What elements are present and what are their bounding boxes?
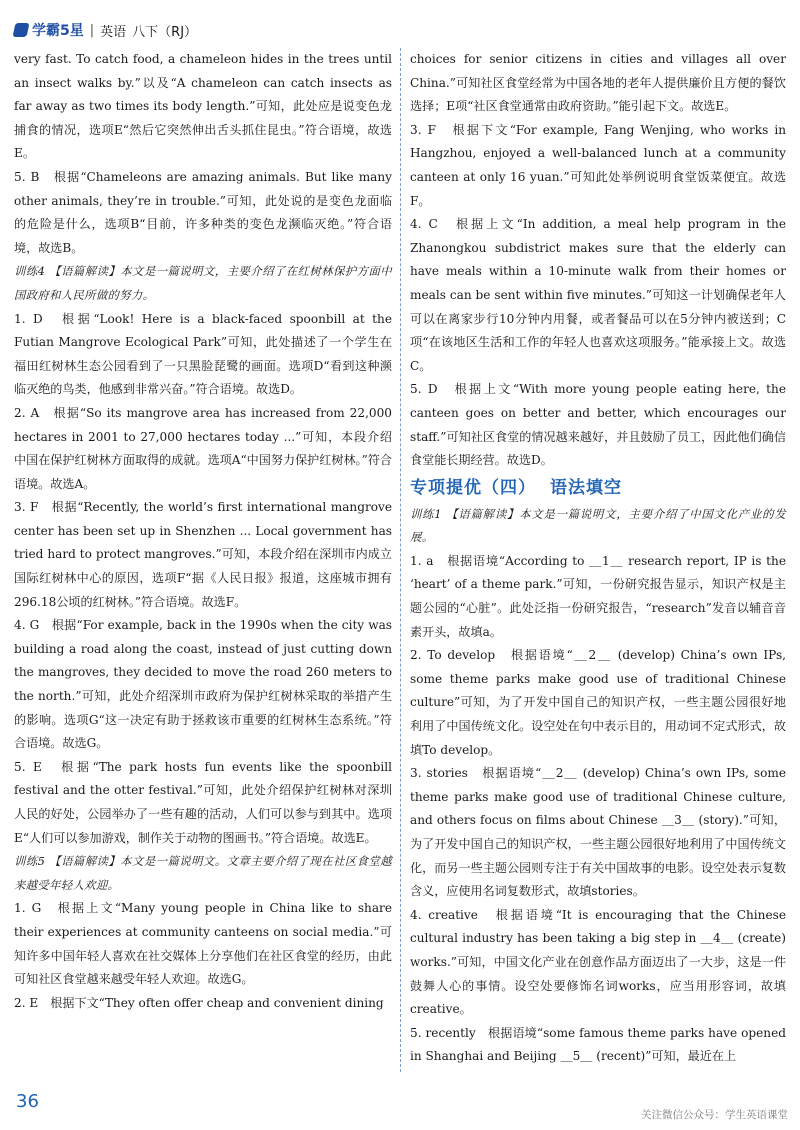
brand-name: 学霸5星	[32, 23, 84, 39]
answer-explanation: 4. G 根据“For example, back in the 1990s when the city was building a road along the coast, instead of just cutting down the mangroves, they decided to move the road 260 meters to the north.”可知，此处介绍深圳市政府为保护红树林采取的举措产生的影响。选项G“这一决定有助于拯救该市重要的红树林生态系统。”符合语境。故选G。	[14, 618, 392, 751]
answer-explanation: 2. A 根据“So its mangrove area has increased from 22,000 hectares in 2001 to 27,000 hectares today ...”可知，本段介绍中国在保护红树林方面取得的成就。选项A“中国努力保护红树林。”符合语境。故选A。	[14, 405, 392, 491]
brand-logo	[14, 20, 84, 40]
answer-explanation: 4. creative 根据语境“It is encouraging that the Chinese cultural industry has been taking a big step in ＿4＿ (create) works.”可知，中国文化产业在创意作品方面迈出了一大步，这是一件鼓舞人心的事情。设空处要修饰名词works，应当用形容词，故填creative。	[410, 907, 786, 1017]
section-title-main: 专项提优（四）	[410, 477, 536, 498]
left-column	[14, 48, 392, 1072]
brand-icon	[13, 23, 30, 37]
answer-explanation: 5. B 根据“Chameleons are amazing animals. But like many other animals, they’re in trouble.”可知，此处说的是变色龙面临的危险是什么，选项B“目前，许多种类的变色龙濒临灭绝。”符合语境，故选B。	[14, 169, 392, 255]
section-title-sub: 语法填空	[550, 477, 622, 498]
answer-explanation: 5. recently 根据语境“some famous theme parks have opened in Shanghai and Beijing ＿5＿ (recent)”可知，最近在上	[410, 1025, 786, 1064]
right-column	[410, 48, 786, 1072]
answer-explanation: 2. To develop 根据语境“＿2＿ (develop) China’s own IPs, some theme parks make good use of traditional Chinese culture”可知，为了开发中国自己的知识产权，一些主题公园很好地利用了中国传统文化。设空处在句中表示目的，用动词不定式形式，故填To develop。	[410, 648, 786, 757]
subject-label: 英语	[100, 24, 127, 40]
answer-explanation: 1. a 根据语境“According to ＿1＿ research report, IP is the ‘heart’ of a theme park.”可知，一份研究报告显示，知识产权是主题公园的“心脏”。此处泛指一份研究报告，“research”发音以辅音音素开头，故填a。	[410, 553, 786, 639]
answer-explanation: choices for senior citizens in cities and villages all over China.”可知社区食堂经常为中国各地的老年人提供廉价且方便的餐饮选择；E项“社区食堂通常由政府资助。”能引起下文。故选E。	[410, 52, 786, 114]
answer-explanation: 5. D 根据上文“With more young people eating here, the canteen goes on better and better, which encourages our staff.”可知社区食堂的情况越来越好，并且鼓励了员工，因此他们确信食堂能长期经营。故选D。	[410, 382, 786, 468]
answer-explanation: 2. E 根据下文“They often offer cheap and convenient dining	[14, 995, 384, 1010]
grade-label: 八下（RJ）	[132, 24, 198, 40]
page-header	[14, 18, 197, 42]
answer-explanation: 3. stories 根据语境“＿2＿ (develop) China’s own IPs, some theme parks make good use of traditional Chinese culture, and others focus on films about Chinese ＿3＿ (story).”可知，为了开发中国自己的知识产权，一些主题公园很好地利用了中国传统文化，而另一些主题公园则专注于有关中国故事的电影。设空处表示复数含义，应使用名词复数形式，故填stories。	[410, 766, 786, 899]
answer-explanation: 5. E 根据“The park hosts fun events like the spoonbill festival and the otter festival.”可知，此处介绍保护红树林对深圳人民的好处，公园举办了一些有趣的活动，人们可以参与到其中。选项E“人们可以参加游戏，制作关于动物的图画书。”符合语境。故选E。	[14, 759, 392, 845]
column-divider	[400, 48, 401, 1072]
page-number: 36	[16, 1091, 39, 1112]
passage-summary: 训练5 【语篇解读】本文是一篇说明文。文章主要介绍了现在社区食堂越来越受年轻人欢迎。	[14, 854, 392, 892]
footer-note: 关注微信公众号：学生英语课堂	[641, 1109, 788, 1121]
passage-summary: 训练1 【语篇解读】本文是一篇说明文，主要介绍了中国文化产业的发展。	[410, 506, 786, 545]
answer-explanation: very fast. To catch food, a chameleon hides in the trees until an insect walks by.”以及“A chameleon can catch insects as far away as two times its body length.”可知，此处应是说变色龙捕食的情况，选项E“然后它突然伸出舌头抓住昆虫。”符合语境，故选E。	[14, 52, 392, 161]
answer-explanation: 1. D 根据“Look! Here is a black-faced spoonbill at the Futian Mangrove Ecological Park”可知，此处描述了一个学生在福田红树林生态公园看到了一只黑脸琵鹭的画面。选项D“看到这种濒临灭绝的鸟类，他感到非常兴奋。”符合语境。故选D。	[14, 311, 392, 397]
answer-explanation: 1. G 根据上文“Many young people in China like to share their experiences at community canteens on social media.”可知许多中国年轻人喜欢在社交媒体上分享他们在社区食堂的经历，由此可知社区食堂越来越受年轻人欢迎。故选G。	[14, 901, 392, 987]
answer-explanation: 4. C 根据上文“In addition, a meal help program in the Zhanongkou subdistrict makes sure that the elderly can have meals within a 10-minute walk from their homes or meals can be sent within five minutes.”可知这一计划确保老年人可以在离家步行10分钟内用餐，或者餐品可以在5分钟内被送到；C项“在该地区生活和工作的年轻人也喜欢这项服务。”能承接上文。故选C。	[410, 217, 786, 373]
passage-summary: 训练4 【语篇解读】本文是一篇说明文，主要介绍了在红树林保护方面中国政府和人民所做的努力。	[14, 264, 392, 302]
section-title	[410, 475, 786, 501]
answer-explanation: 3. F 根据下文“For example, Fang Wenjing, who works in Hangzhou, enjoyed a well-balanced lunch at a community canteen at only 16 yuan.”可知此处举例说明食堂饭菜便宜。故选F。	[410, 122, 786, 208]
header-separator: |	[89, 22, 95, 38]
answer-explanation: 3. F 根据“Recently, the world’s first international mangrove center has been set up in Shenzhen ... Local government has tried hard to protect mangroves.”可知，本段介绍在深圳市内成立国际红树林中心的原因，选项F“据《人民日报》报道，这座城市拥有296.18公顷的红树林。”符合语境。故选F。	[14, 500, 392, 609]
